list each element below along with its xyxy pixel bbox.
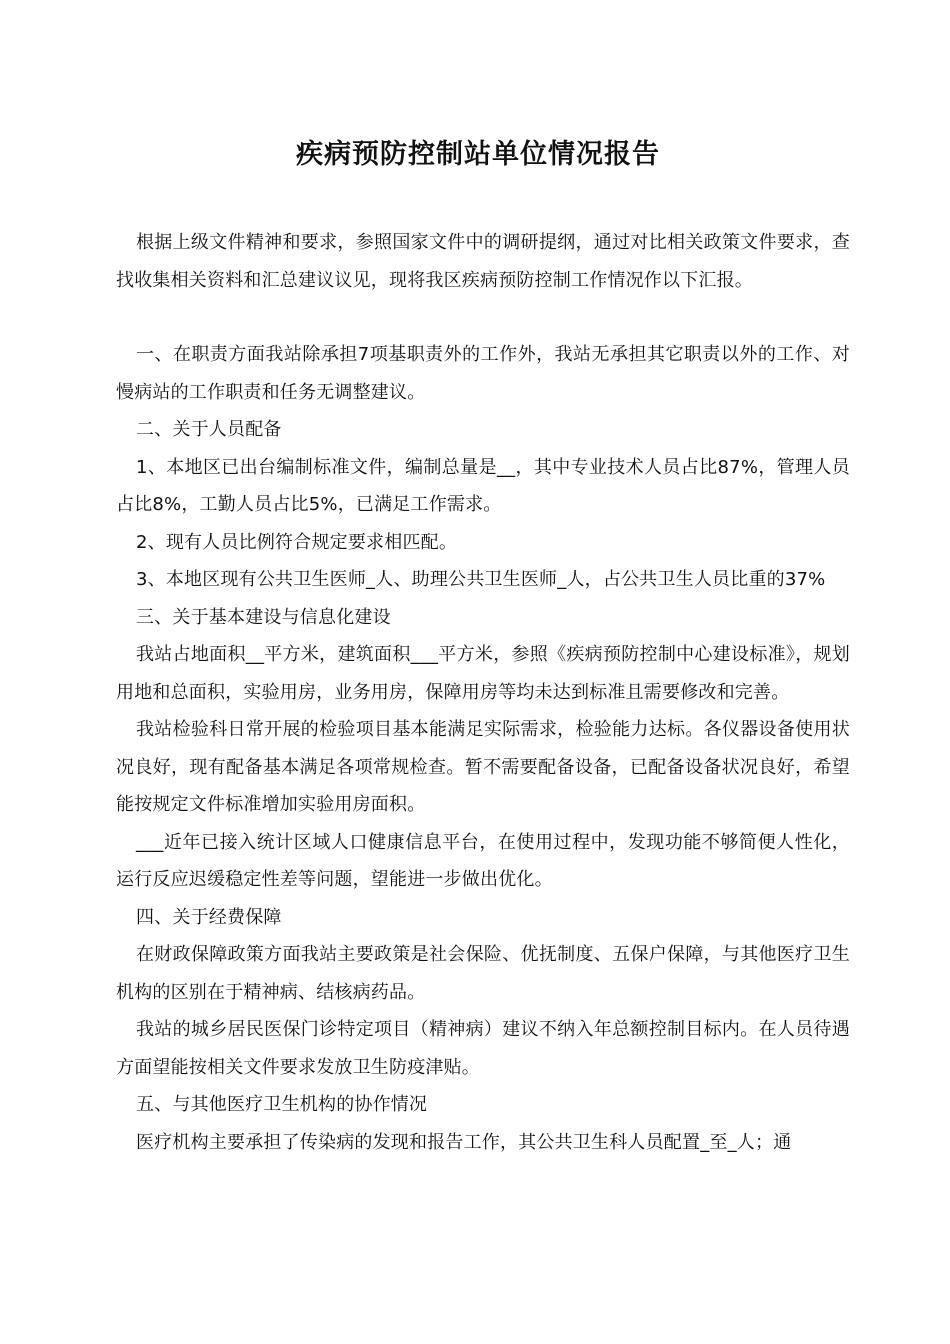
paragraph-spacer [116,299,850,336]
document-title: 疾病预防控制站单位情况报告 [296,139,660,170]
section-4-heading: 四、关于经费保障 [136,906,282,928]
section-3-heading: 三、关于基本建设与信息化建设 [136,606,391,628]
section-4-paragraph-1: 在财政保障政策方面我站主要政策是社会保险、优抚制度、五保户保障，与其他医疗卫生机构的区别在于精神病、结核病药品。 [116,944,850,1003]
section-2-item-3: 3、本地区现有公共卫生医师_人、助理公共卫生医师_人，占公共卫生人员比重的37% [136,569,826,590]
section-2-item-2: 2、现有人员比例符合规定要求相匹配。 [136,531,458,553]
document-body [116,224,850,1161]
section-5-paragraph-1: 医疗机构主要承担了传染病的发现和报告工作，其公共卫生科人员配置_至_人；通 [136,1131,792,1153]
section-2-heading: 二、关于人员配备 [136,419,282,440]
section-3-paragraph-2: 我站检验科日常开展的检验项目基本能满足实际需求，检验能力达标。各仪器设备使用状况良好，现有配备基本满足各项常规检查。暂不需要配备设备，已配备设备状况良好，希望能按规定文件标准增加实验用房面积。 [116,719,850,815]
section-4-paragraph-2: 我站的城乡居民医保门诊特定项目（精神病）建议不纳入年总额控制目标内。在人员待遇方面望能按相关文件要求发放卫生防疫津贴。 [116,1019,850,1078]
section-2-item-1: 1、本地区已出台编制标准文件，编制总量是__，其中专业技术人员占比87%，管理人员占比8%，工勤人员占比5%，已满足工作需求。 [116,456,850,515]
section-3-paragraph-3: ___近年已接入统计区域人口健康信息平台，在使用过程中，发现功能不够简便人性化，运行反应迟缓稳定性差等问题，望能进一步做出优化。 [116,831,850,890]
section-5-heading: 五、与其他医疗卫生机构的协作情况 [136,1094,428,1115]
intro-paragraph: 根据上级文件精神和要求，参照国家文件中的调研提纲，通过对比相关政策文件要求，查找收集相关资料和汇总建议议见，现将我区疾病预防控制工作情况作以下汇报。 [116,232,850,291]
section-1-paragraph: 一、在职责方面我站除承担7项基职责外的工作外，我站无承担其它职责以外的工作、对慢病站的工作职责和任务无调整建议。 [116,344,850,403]
section-3-paragraph-1: 我站占地面积__平方米，建筑面积___平方米，参照《疾病预防控制中心建设标准》，规划用地和总面积，实验用房，业务用房，保障用房等均未达到标准且需要修改和完善。 [116,644,850,703]
